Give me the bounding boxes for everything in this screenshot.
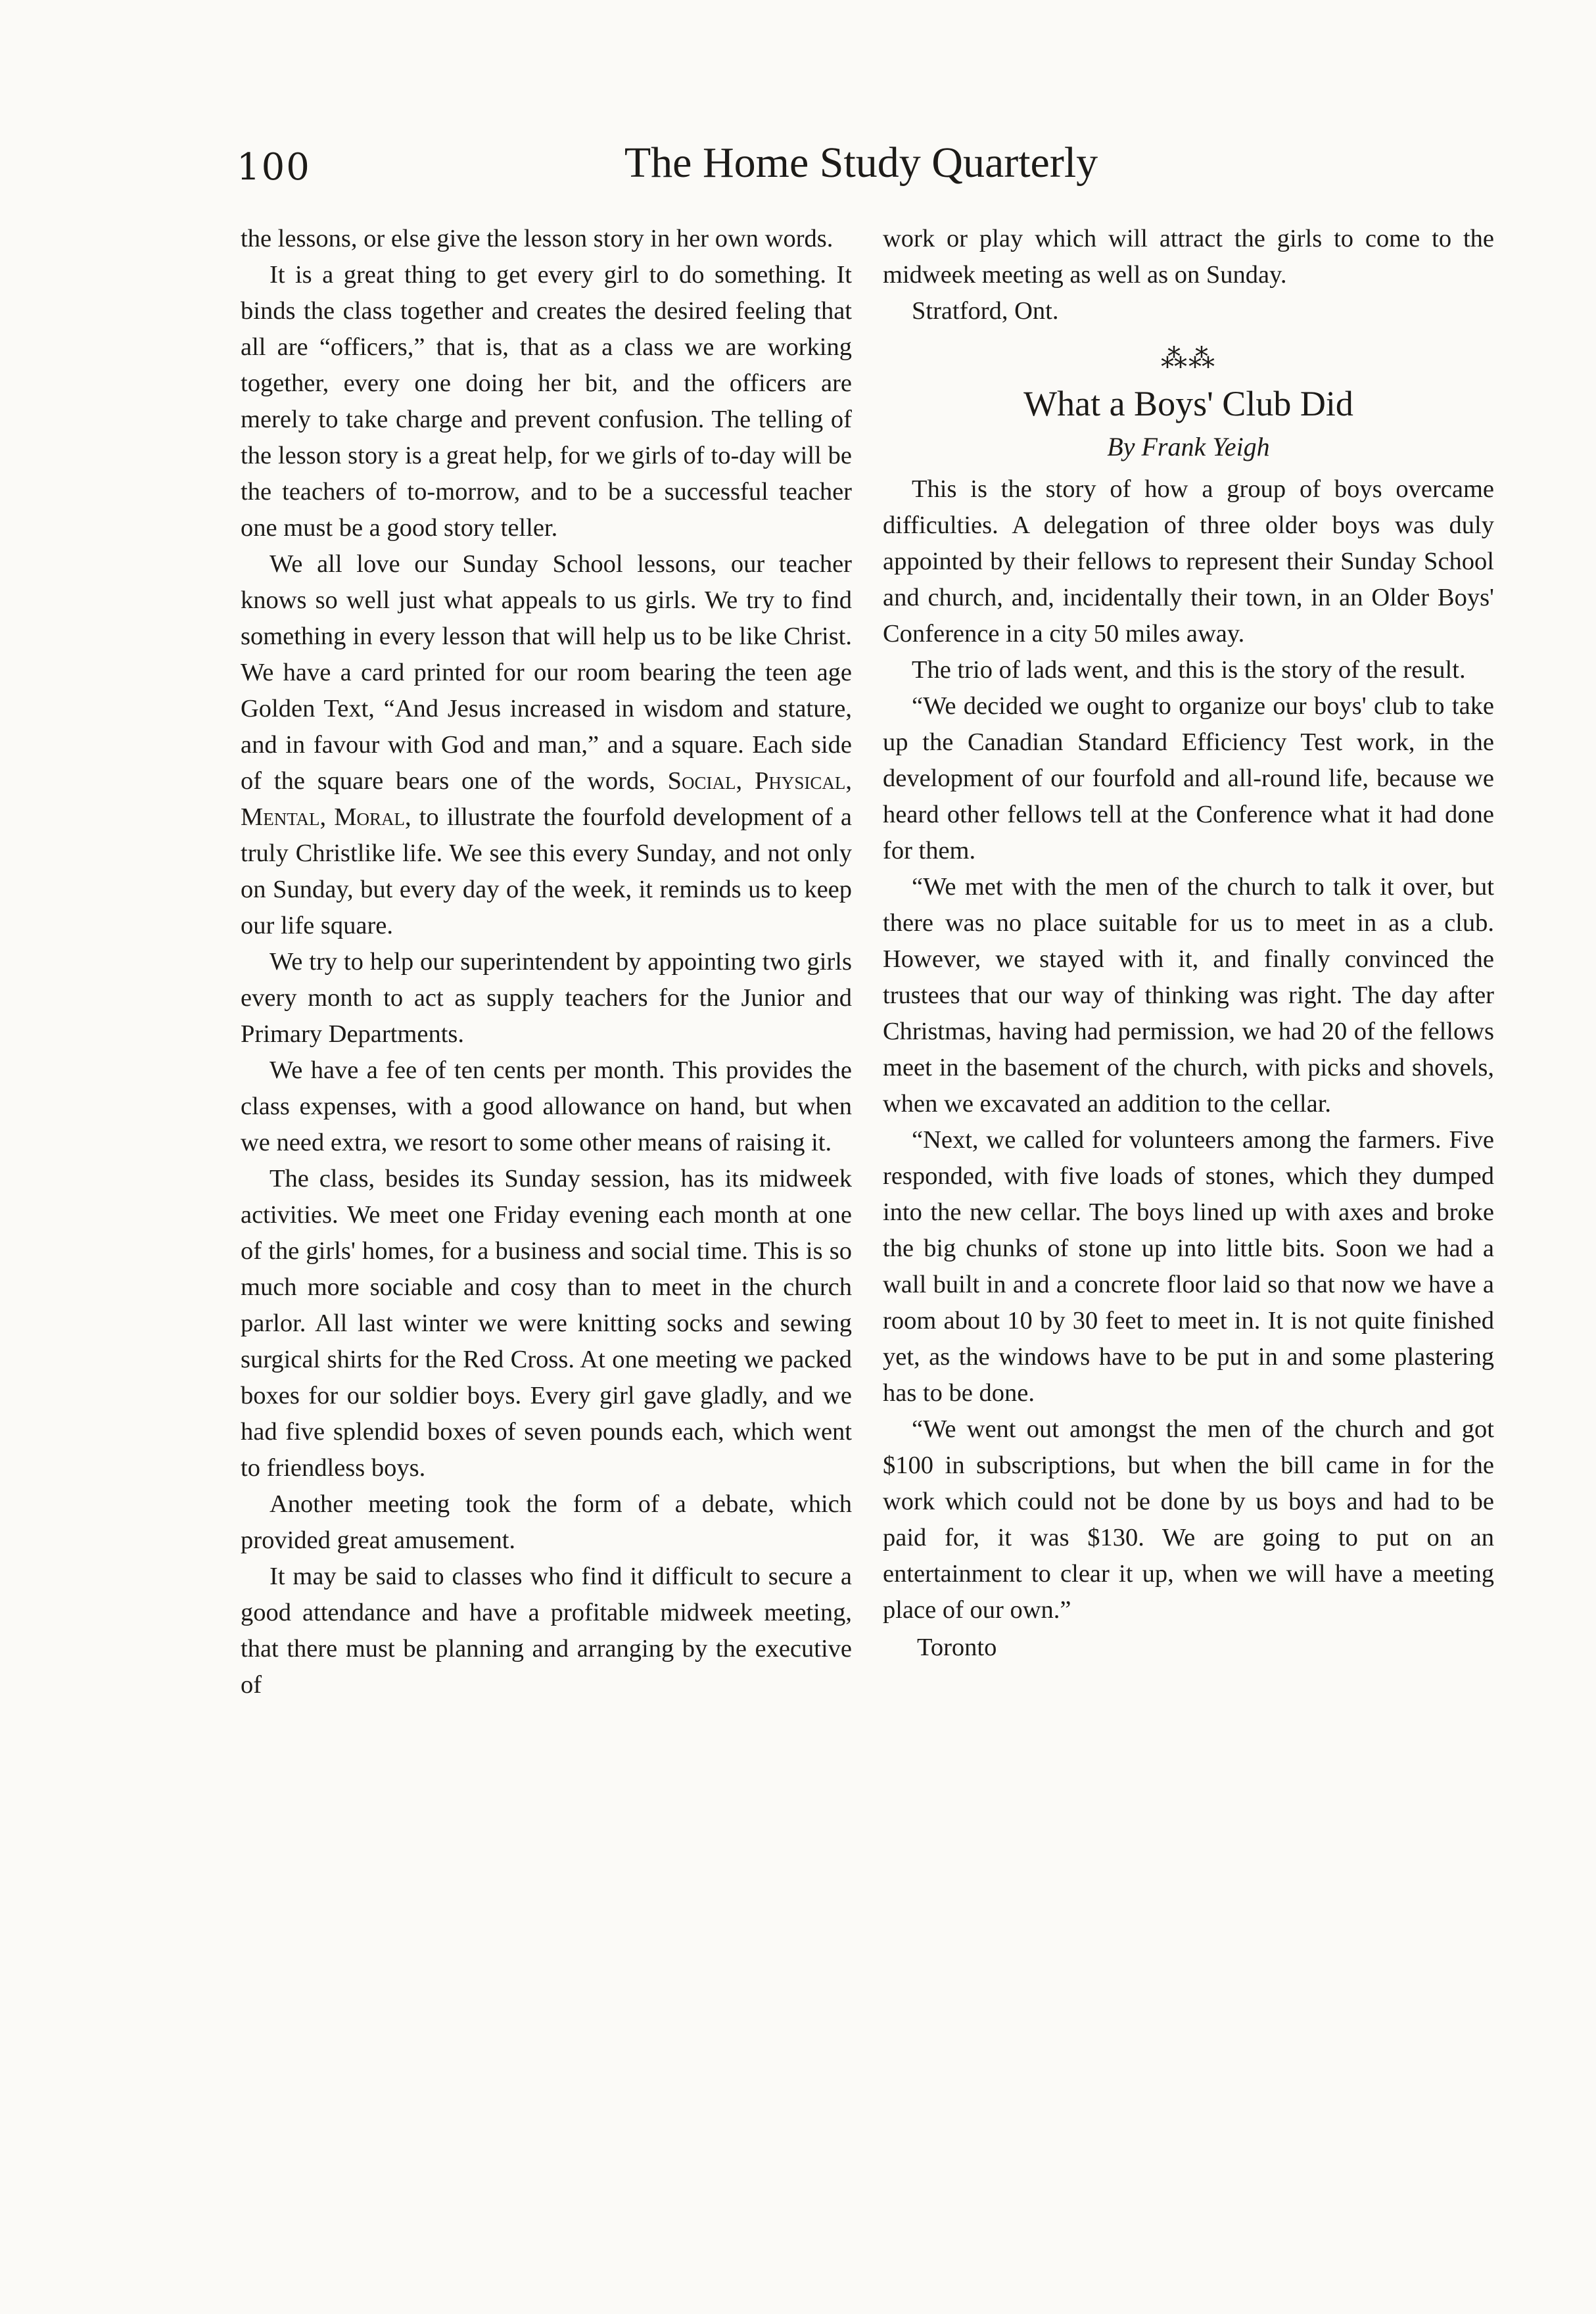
paragraph: “Next, we called for volunteers among the farmers. Five responded, with five loads of stones, which they dumped into the new cellar. The boys lined up with axes and broke the big chunks of stone up into little bits. Soon we had a wall built in and a concrete floor laid so that now we have a room about 10 by 30 feet to meet in. It is not quite finished yet, as the windows have to be put in and some plastering has to be done. xyxy=(883,1126,1494,1407)
signoff-location: Stratford, Ont. xyxy=(912,297,1059,325)
paragraph: work or play which will attract the girls to come to the midweek meeting as well as on Sunday. xyxy=(883,225,1494,289)
paragraph-text: We all love our Sunday School lessons, our teacher knows so well just what appeals to us girls. We try to find something in every lesson that will help us to be like Christ. We have a card printed for our room bearing the teen age Golden Text, “And Jesus increased in wisdom and stature, and in favour with God and man,” and a square. Each side of the square bears one of the words, xyxy=(241,550,852,795)
running-title: The Home Study Quarterly xyxy=(624,139,1098,187)
article-title: What a Boys' Club Did xyxy=(1023,384,1353,423)
paragraph: It is a great thing to get every girl to do something. It binds the class together and creates the desired feeling that all are “officers,” that is, that as a class we are working together, every one doing her bit, and the officers are merely to take charge and prevent confusion. The telling of the lesson story is a great help, for we girls of to-day will be the teachers of to-morrow, and to be a successful teacher one must be a good story teller. xyxy=(241,261,852,542)
paragraph: “We met with the men of the church to talk it over, but there was no place suitable for us to meet in as a club. However, we stayed with it, and finally convinced the trustees that our way of thinking was right. The day after Christmas, having had permission, we had 20 of the fellows meet in the basement of the church, with picks and shovels, when we excavated an addition to the cellar. xyxy=(883,873,1494,1118)
paragraph: We have a fee of ten cents per month. This provides the class expenses, with a good allowance on hand, but when we need extra, we resort to some other means of raising it. xyxy=(241,1056,852,1156)
paragraph: “We decided we ought to organize our boys' club to take up the Canadian Standard Efficiency Test work, in the development of our fourfold and all-round life, because we heard other fellows tell at the Conference what it had done for them. xyxy=(883,692,1494,864)
right-column xyxy=(883,221,1494,1666)
word-physical: Physical, xyxy=(754,767,852,795)
word-mental: Mental, xyxy=(241,803,327,831)
paragraph: This is the story of how a group of boys overcame difficulties. A delegation of three older boys was duly appointed by their fellows to represent their Sunday School and church, and, incidentally their town, in an Older Boys' Conference in a city 50 miles away. xyxy=(883,475,1494,648)
paragraph: The trio of lads went, and this is the story of the result. xyxy=(912,656,1466,684)
word-social: Social, xyxy=(667,767,743,795)
page-header xyxy=(237,131,1486,210)
paragraph xyxy=(241,546,852,944)
word-moral: Moral, xyxy=(334,803,411,831)
paragraph: Another meeting took the form of a debate, which provided great amusement. xyxy=(241,1490,852,1554)
paragraph-text: to illustrate the fourfold development of a truly Christlike life. We see this every Sunday, and not only on Sunday, but every day of the week, it reminds us to keep our life square. xyxy=(241,803,852,939)
left-column xyxy=(241,221,852,1703)
section-ornament: ⁂⁂ xyxy=(1161,344,1216,373)
article-byline: By Frank Yeigh xyxy=(1107,432,1270,461)
page-number: 100 xyxy=(237,146,311,189)
paragraph: the lessons, or else give the lesson story in her own words. xyxy=(241,225,833,252)
paragraph: We try to help our superintendent by appointing two girls every month to act as supply teachers for the Junior and Primary Departments. xyxy=(241,948,852,1048)
paragraph: It may be said to classes who find it difficult to secure a good attendance and have a profitable midweek meeting, that there must be planning and arranging by the executive of xyxy=(241,1563,852,1699)
paragraph: The class, besides its Sunday session, has its midweek activities. We meet one Friday evening each month at one of the girls' homes, for a business and social time. This is so much more sociable and cosy than to meet in the church parlor. All last winter we were knitting socks and sewing surgical shirts for the Red Cross. At one meeting we packed boxes for our soldier boys. Every girl gave gladly, and we had five splendid boxes of seven pounds each, which went to friendless boys. xyxy=(241,1165,852,1482)
paragraph: “We went out amongst the men of the church and got $100 in subscriptions, but when the bill came in for the work which could not be done by us boys and had to be paid for, it was $130. We are going to put on an entertainment to clear it up, when we will have a meeting place of our own.” xyxy=(883,1415,1494,1624)
signoff-location: Toronto xyxy=(917,1634,997,1661)
